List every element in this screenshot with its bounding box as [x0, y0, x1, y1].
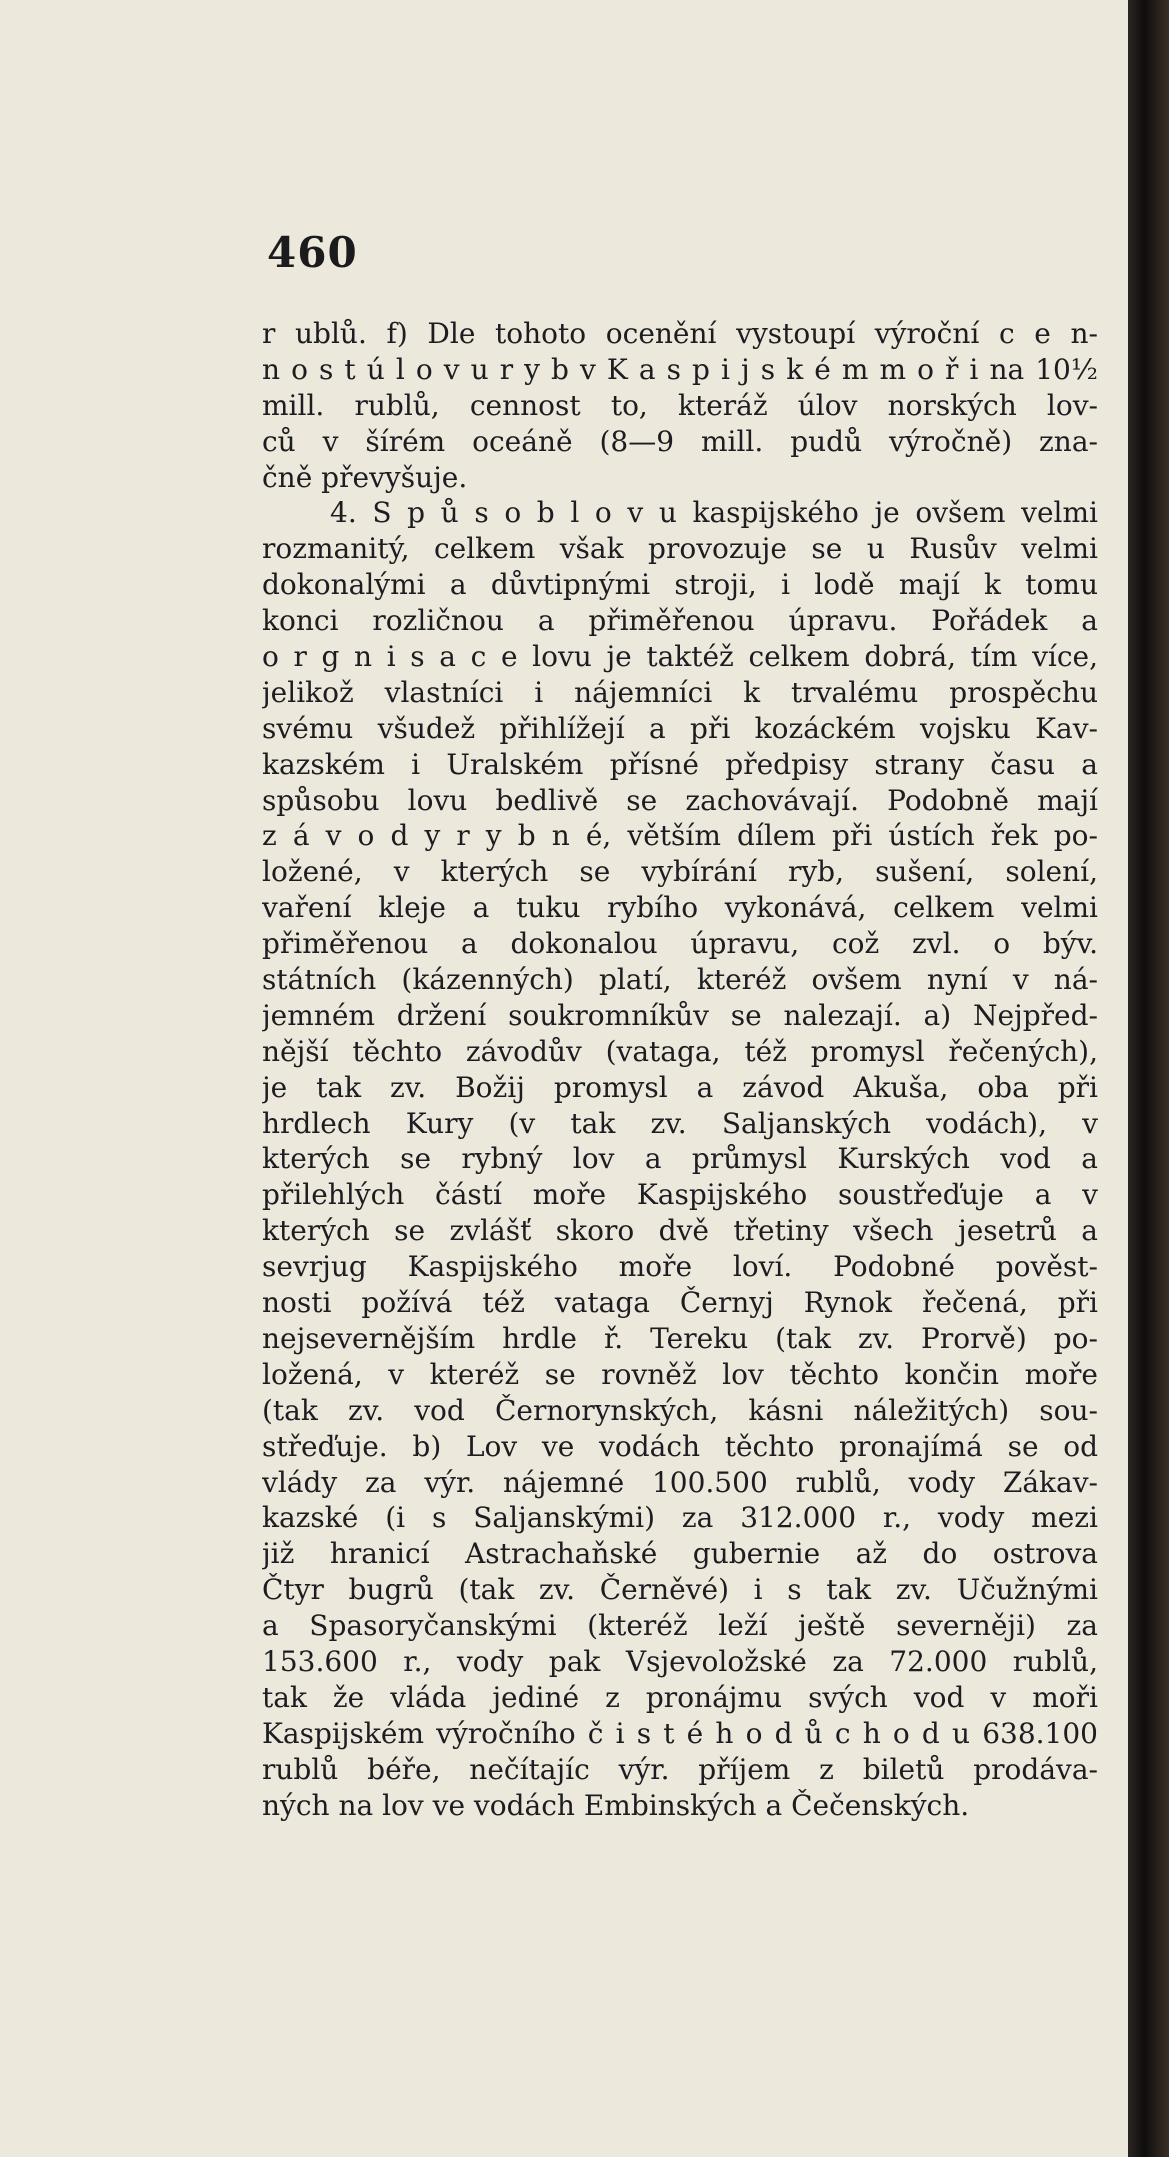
- text-line: čně převyšuje.: [262, 460, 468, 494]
- text-line: ložená, v kteréž se rovněž lov těchto končin moře: [262, 1357, 1098, 1391]
- text-line: o r g n i s a c e lovu je taktéž celkem dobrá, tím více,: [262, 640, 1098, 674]
- text-line: jelikož vlastníci i nájemníci k trvalému prospěchu: [262, 675, 1098, 709]
- text-line: konci rozličnou a přiměřenou úpravu. Pořádek a: [262, 604, 1098, 638]
- text-line: ložené, v kterých se vybírání ryb, sušení, solení,: [262, 855, 1098, 889]
- text-line: spůsobu lovu bedlivě se zachovávají. Podobně mají: [262, 783, 1098, 817]
- text-line: jemném držení soukromníkův se nalezají. a) Nejpřed-: [262, 998, 1098, 1032]
- text-line: hrdlech Kury (v tak zv. Saljanských vodách), v: [262, 1106, 1098, 1140]
- text-line: (tak zv. vod Černorynských, kásni náležitých) sou-: [262, 1393, 1098, 1427]
- text-line: z á v o d y r y b n é, větším dílem při ústích řek po-: [262, 819, 1098, 853]
- text-line: svému všudež přihlížejí a při kozáckém vojsku Kav-: [262, 711, 1098, 745]
- text-line: mill. rublů, cennost to, kteráž úlov norských lov-: [262, 388, 1098, 422]
- text-line: a Spasoryčanskými (kteréž leží ještě severněji) za: [262, 1609, 1098, 1643]
- text-line: r ublů. f) Dle tohoto ocenění vystoupí výroční c e n-: [262, 317, 1098, 350]
- text-line: tak že vláda jediné z pronájmu svých vod v moři: [262, 1680, 1098, 1714]
- text-line: vaření kleje a tuku rybího vykonává, celkem velmi: [262, 891, 1098, 925]
- text-line: nější těchto závodův (vataga, též promysl řečených),: [262, 1034, 1098, 1068]
- text-line: kazském i Uralském přísné předpisy strany času a: [262, 747, 1098, 781]
- page-number: 460: [267, 228, 358, 277]
- text-line: Kaspijském výročního č i s t é h o d ů c h o d u 638.100: [262, 1716, 1098, 1750]
- text-line: ců v šírém oceáně (8—9 mill. pudů výročně) zna-: [262, 424, 1098, 458]
- text-line: je tak zv. Božij promysl a závod Akuša, oba při: [262, 1070, 1098, 1104]
- body-text: [262, 316, 1098, 1823]
- page-edge-shadow: [1128, 0, 1169, 2157]
- text-line: nejsevernějším hrdle ř. Tereku (tak zv. Prorvě) po-: [262, 1321, 1098, 1355]
- text-line: 4. S p ů s o b l o v u kaspijského je ovšem velmi: [330, 496, 1098, 530]
- text-line: kterých se zvlášť skoro dvě třetiny všech jesetrů a: [262, 1214, 1098, 1248]
- text-line: přiměřenou a dokonalou úpravu, což zvl. o býv.: [262, 927, 1098, 961]
- text-line: sevrjug Kaspijského moře loví. Podobné pověst-: [262, 1250, 1098, 1284]
- text-line: rublů béře, nečítajíc výr. příjem z biletů prodáva-: [262, 1752, 1098, 1786]
- text-line: státních (kázenných) platí, kteréž ovšem nyní v ná-: [262, 963, 1098, 997]
- text-line: rozmanitý, celkem však provozuje se u Rusův velmi: [262, 532, 1098, 566]
- text-line: Čtyr bugrů (tak zv. Černěvé) i s tak zv. Učužnými: [262, 1573, 1098, 1607]
- text-line: kterých se rybný lov a průmysl Kurských vod a: [262, 1142, 1098, 1176]
- text-line: n o s t ú l o v u r y b v K a s p i j s k é m m o ř i na 10½: [262, 352, 1098, 386]
- text-line: střeďuje. b) Lov ve vodách těchto pronajímá se od: [262, 1429, 1098, 1463]
- text-line: dokonalými a důvtipnými stroji, i lodě mají k tomu: [262, 568, 1098, 602]
- text-line: přilehlých částí moře Kaspijského soustřeďuje a v: [262, 1178, 1098, 1212]
- text-line: 153.600 r., vody pak Vsjevoložské za 72.000 rublů,: [262, 1644, 1098, 1678]
- text-line: ných na lov ve vodách Embinských a Čečenských.: [262, 1788, 970, 1822]
- text-line: kazské (i s Saljanskými) za 312.000 r., vody mezi: [262, 1501, 1098, 1535]
- text-line: vlády za výr. nájemné 100.500 rublů, vody Zákav-: [262, 1465, 1098, 1499]
- text-line: nosti požívá též vataga Černyj Rynok řečená, při: [262, 1286, 1098, 1320]
- text-line: již hranicí Astrachaňské gubernie až do ostrova: [262, 1537, 1098, 1571]
